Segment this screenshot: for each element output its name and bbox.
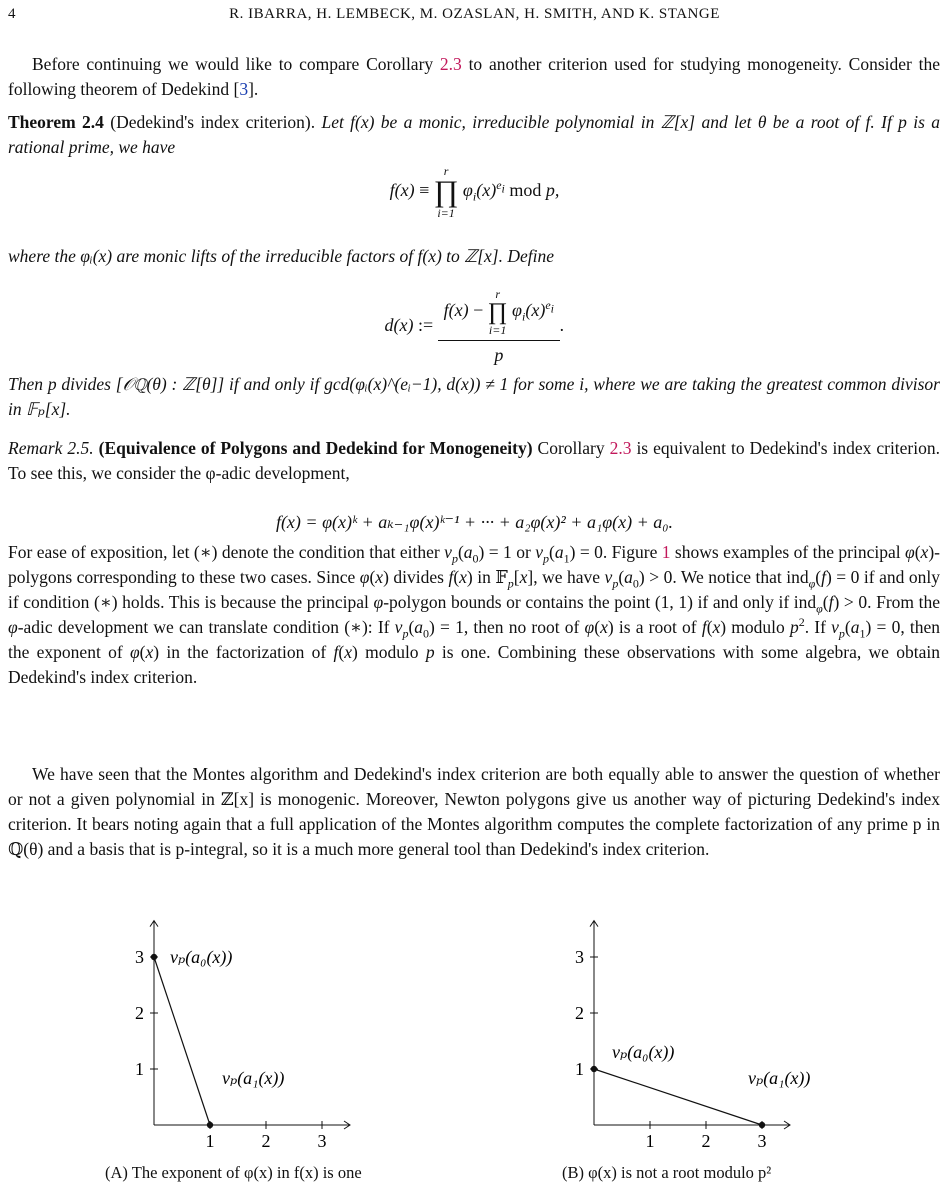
theorem-label: Theorem 2.4 [8,112,104,132]
polygon-vertex [207,1122,213,1128]
remark-label: Remark 2.5. [8,438,94,458]
x-tick-label: 3 [317,1131,327,1150]
y-tick-label: 1 [575,1059,584,1079]
polygon-vertex [759,1122,765,1128]
newton-polygon-a [80,860,400,1150]
product-equation: f(x) ≡ r ∏ i=1 $\varphi_i(x)^{e_i}$ mod p, [389,164,560,220]
theorem-statement: Let f(x) be a monic, irreducible polynomial in ℤ[x] and let θ be a root of f. If p is a rational prime, we have [8,112,941,157]
phi-adic-equation: f(x) = φ(x)ᵏ + aₖ₋₁φ(x)ᵏ⁻¹ + ··· + a₂φ(x)² + a₁φ(x) + a₀. [275,512,674,532]
x-tick-label: 2 [701,1131,711,1150]
y-tick-label: 3 [575,947,584,967]
remark-body: For ease of exposition, let (∗) denote the condition that either $v_p(a_0) = 1$ or $v_p(a_1) = 0$. Figure 1 shows examples of the principal φ(x)-polygons corresponding to these two cases. Since φ(x) divides f(x) in 𝔽$_p$[x], we have $v_p(a_0) > 0$. We notice that ind$_\varphi$(f) = 0 if and only if condition (∗) holds. This is because the principal φ-polygon bounds or contains the point (1, 1) if and only if ind$_\varphi$(f) > 0. From the φ-adic development we can translate condition (∗): If $v_p(a_0) = 1$, then no root of φ(x) is a root of f(x) modulo $p^2$. If $v_p(a_1) = 0$, then the exponent of φ(x) in the factorization of f(x) modulo p is one. Combining these observations with some algebra, we obtain Dedekind's index criterion. [8,542,941,687]
x-tick-label: 1 [645,1131,655,1150]
theorem-2-4 [8,110,940,160]
figure-link[interactable]: 1 [661,542,671,562]
vertex-annotation: vₚ(a₁(x)) [222,1068,285,1088]
y-tick-label: 3 [135,947,144,967]
vertex-annotation: vₚ(a₁(x)) [748,1068,811,1088]
y-tick-label: 2 [575,1003,584,1023]
newton-polygon-b [520,860,840,1150]
citation-link[interactable]: 3 [239,79,249,99]
caption-a: (A) The exponent of φ(x) in f(x) is one [105,1163,362,1182]
caption-b: (B) φ(x) is not a root modulo p² [562,1163,772,1182]
corollary-link-2[interactable]: 2.3 [609,438,632,458]
polygon-segment [594,1069,762,1125]
remark-title: (Equivalence of Polygons and Dedekind for Monogeneity) [98,438,533,458]
polygon-vertex [151,954,157,960]
theorem-lifts-text: where the φᵢ(x) are monic lifts of the irreducible factors of f(x) to ℤ[x]. Define [8,246,554,266]
dx-definition: d(x) := f(x) − r ∏ i=1 $\varphi_i(x)^{e_i}$ p . [384,287,565,365]
remark-2-5: Remark 2.5. (Equivalence of Polygons and Dedekind for Monogeneity) Corollary 2.3 is equivalent to Dedekind's index criterion. To see this, we consider the φ-adic development, [8,438,940,483]
y-tick-label: 1 [135,1059,144,1079]
polygon-segment [154,957,210,1125]
closing-paragraph: We have seen that the Montes algorithm and Dedekind's index criterion are both equally able to answer the question of whether or not a given polynomial in ℤ[x] is monogenic. Moreover, Newton polygons give us another way of picturing Dedekind's index criterion. It bears noting again that a full application of the Montes algorithm computes the complete factorization of any prime p in ℚ(θ) and a basis that is p-integral, so it is a much more general tool than Dedekind's index criterion. [8,764,940,859]
intro-paragraph: Before continuing we would like to compare Corollary 2.3 to another criterion used for studying monogeneity. Consider the following theorem of Dedekind [3]. [8,54,940,99]
x-tick-label: 2 [261,1131,271,1150]
vertex-annotation: vₚ(a₀(x)) [612,1042,675,1062]
x-tick-label: 3 [757,1131,767,1150]
author-line: R. IBARRA, H. LEMBECK, M. OZASLAN, H. SMITH, AND K. STANGE [229,6,720,22]
theorem-name: (Dedekind's index criterion). [103,112,316,132]
y-tick-label: 2 [135,1003,144,1023]
x-tick-label: 1 [205,1131,215,1150]
page-number: 4 [8,6,16,22]
corollary-link[interactable]: 2.3 [439,54,462,74]
polygon-vertex [591,1066,597,1072]
vertex-annotation: vₚ(a₀(x)) [170,947,233,967]
theorem-conclusion: Then p divides [𝒪ℚ(θ) : ℤ[θ]] if and only if gcd(φᵢ(x)^(eᵢ−1), d(x)) ≠ 1 for some i, where we are taking the greatest common divisor in 𝔽ₚ[x]. [8,374,940,419]
